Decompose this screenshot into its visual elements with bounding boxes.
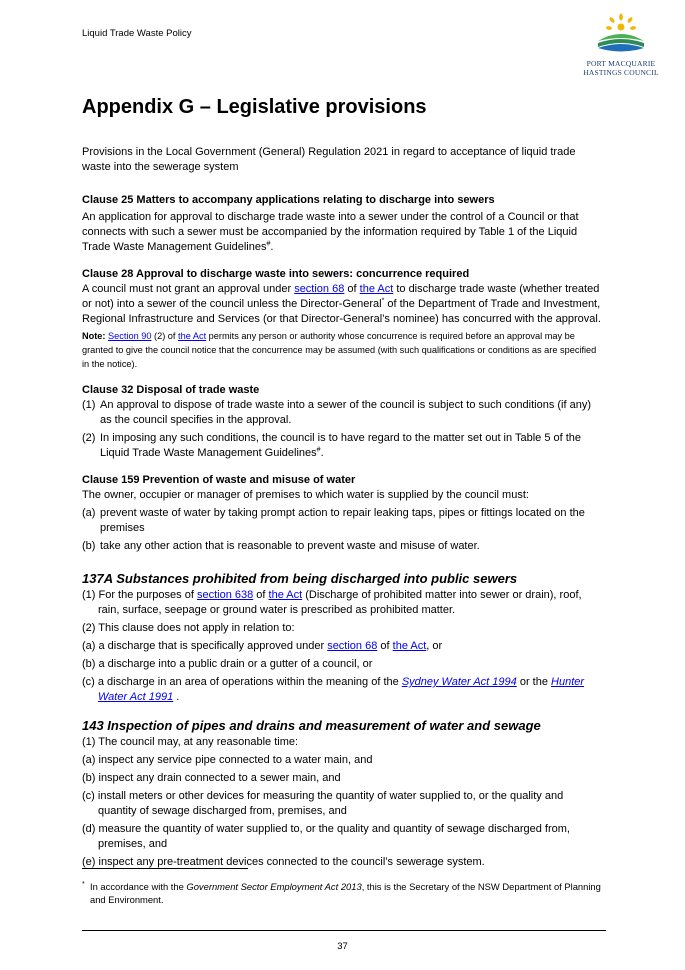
- list-item: (a) a discharge that is specifically approved under section 68 of the Act, or: [82, 640, 443, 652]
- link-section-68[interactable]: section 68: [294, 283, 345, 295]
- main-content: [82, 95, 604, 880]
- clause-159-title: Clause 159 Prevention of waste and misuse of water: [82, 474, 356, 486]
- section-143: [82, 718, 604, 870]
- list-item: (2) In imposing any such conditions, the council is to have regard to the matter set out in Table 5 of the Liquid Trade Waste Management Guidelines#.: [82, 432, 582, 459]
- list-item: (1) The council may, at any reasonable time:: [82, 736, 299, 748]
- logo-text: [580, 59, 662, 77]
- council-logo-icon: [588, 13, 654, 57]
- clause-25: [82, 193, 604, 255]
- link-water-act-1991[interactable]: Water Act 1991: [98, 691, 174, 703]
- footnote-text: In accordance with the Government Sector Employment Act 2013, this is the Secretary of the NSW Department of Planning and Environment.: [90, 881, 601, 905]
- section-143-title: 143 Inspection of pipes and drains and measurement of water and sewage: [82, 718, 541, 733]
- list-item: (1) An approval to dispose of trade waste into a sewer of the council is subject to such conditions (if any) as the council specifies in the approval.: [82, 399, 591, 426]
- link-section-638[interactable]: section 638: [196, 589, 254, 601]
- link-section-68[interactable]: section 68: [327, 640, 378, 652]
- clause-159: [82, 473, 604, 554]
- list-item: (a) prevent waste of water by taking prompt action to repair leaking taps, pipes or fittings located on the premises: [82, 507, 585, 534]
- clause-32: [82, 383, 604, 461]
- clause-28-note: Note: Section 90 (2) of the Act permits any person or authority whose concurrence is required before an approval may be granted to give the council notice that the concurrence may be assumed (with such qualifications or conditions as are specified in the notice).: [82, 331, 597, 369]
- footnote-separator: [82, 868, 248, 869]
- list-item: (d) measure the quantity of water supplied to, or the quality and quantity of sewage discharged from, premises, and: [82, 823, 570, 850]
- logo-line-2: HASTINGS COUNCIL: [583, 68, 659, 77]
- clause-28: [82, 267, 604, 371]
- clause-28-title: Clause 28 Approval to discharge waste into sewers: concurrence required: [82, 268, 470, 280]
- link-hunter[interactable]: Hunter: [551, 676, 585, 688]
- link-sydney-water-act[interactable]: Sydney Water Act 1994: [401, 676, 517, 688]
- list-item: (2) This clause does not apply in relation to:: [82, 622, 295, 634]
- link-the-act[interactable]: the Act: [359, 283, 394, 295]
- list-item: (b) inspect any drain connected to a sewer main, and: [82, 772, 341, 784]
- link-the-act[interactable]: the Act: [268, 589, 303, 601]
- list-item: (b) take any other action that is reasonable to prevent waste and misuse of water.: [82, 540, 480, 552]
- list-item: (b) a discharge into a public drain or a gutter of a council, or: [82, 658, 373, 670]
- list-item: (1) For the purposes of section 638 of the Act (Discharge of prohibited matter into sewer or drain), roof, rain, surface, seepage or ground water is prescribed as prohibited matter.: [82, 589, 582, 616]
- page-title: Appendix G – Legislative provisions: [82, 96, 427, 118]
- logo-line-1: PORT MACQUARIE: [586, 59, 656, 68]
- list-item: (e) inspect any pre-treatment devices connected to the council’s sewerage system.: [82, 856, 485, 868]
- footer-rule: [82, 930, 606, 931]
- clause-28-body: A council must not grant an approval under section 68 of the Act to discharge trade waste (whether treated or not) into a sewer of the council unless the Director-General* of the Department of Trade and Investment, Regional Infrastructure and Services (or that Director-General’s nominee) has concurred with the approval.: [82, 283, 601, 325]
- footnote-marker: *: [82, 881, 85, 888]
- clause-159-lead: The owner, occupier or manager of premises to which water is supplied by the council must:: [82, 489, 529, 501]
- page-number: 37: [337, 941, 348, 952]
- link-the-act[interactable]: the Act: [178, 331, 207, 341]
- section-137a-title: 137A Substances prohibited from being discharged into public sewers: [82, 571, 518, 586]
- council-logo: [580, 13, 662, 77]
- clause-25-body: An application for approval to discharge trade waste into a sewer under the control of a Council or that connects with such a sewer must be accompanied by the information required by Table 1 of the Liquid Trade Waste Management Guidelines#.: [82, 211, 579, 253]
- header-doc-title: Liquid Trade Waste Policy: [82, 28, 192, 39]
- link-the-act[interactable]: the Act: [392, 640, 427, 652]
- link-section-90[interactable]: Section 90: [108, 331, 152, 341]
- clause-25-title: Clause 25 Matters to accompany applications relating to discharge into sewers: [82, 194, 495, 206]
- intro-paragraph: Provisions in the Local Government (General) Regulation 2021 in regard to acceptance of liquid trade waste into the sewerage system: [82, 146, 576, 173]
- footnote: [82, 880, 607, 906]
- list-item: (a) inspect any service pipe connected to a water main, and: [82, 754, 373, 766]
- list-item: (c) install meters or other devices for measuring the quantity of water supplied to, or the quality and quantity of sewage discharged from, premises, and: [82, 790, 564, 817]
- list-item: (c) a discharge in an area of operations within the meaning of the Sydney Water Act 1994 or the Hunter Water Act 1991 .: [82, 676, 585, 703]
- section-137a: [82, 571, 604, 705]
- clause-32-title: Clause 32 Disposal of trade waste: [82, 384, 260, 396]
